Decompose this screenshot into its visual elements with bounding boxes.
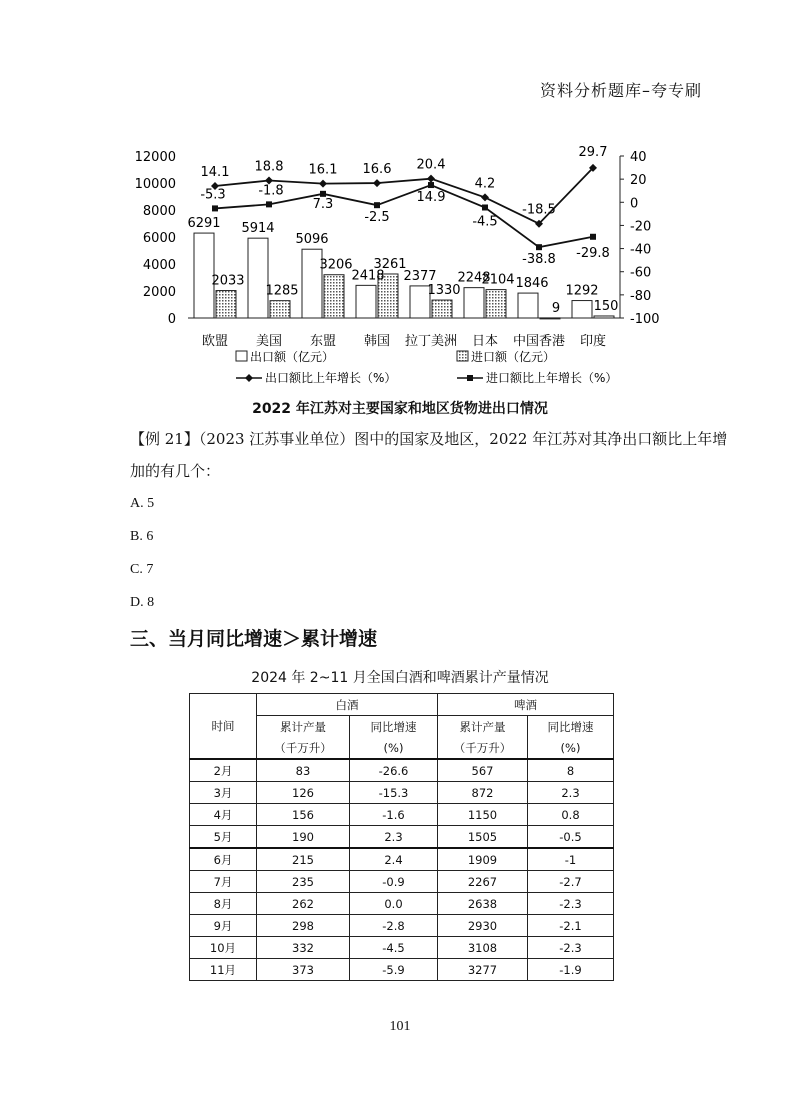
table-row <box>190 959 614 981</box>
table-cell: -2.7 <box>528 871 614 893</box>
category-label: 东盟 <box>309 334 337 349</box>
table-cell: 0.8 <box>528 804 614 826</box>
right-tick-label: 40 <box>630 150 647 165</box>
export-value-label: 6291 <box>187 216 221 232</box>
left-tick-label: 8000 <box>142 204 176 219</box>
import-growth-label: -2.5 <box>364 210 390 226</box>
legend-export: 出口额（亿元） <box>250 350 335 364</box>
table-cell: 235 <box>257 871 350 893</box>
import-growth-point <box>266 201 272 207</box>
import-value-label: 150 <box>593 298 619 314</box>
section-title: 三、当月同比增速＞累计增速 <box>130 628 378 650</box>
export-bar <box>572 301 592 318</box>
table-cell: 373 <box>257 959 350 981</box>
table-cell: -15.3 <box>350 782 438 804</box>
export-growth-label: 16.1 <box>308 162 338 178</box>
table-cell: 10月 <box>190 937 257 959</box>
table-cell: 4月 <box>190 804 257 826</box>
export-bar <box>464 288 484 318</box>
left-tick-label: 12000 <box>134 150 176 165</box>
page-number: 101 <box>389 1019 411 1034</box>
import-value-label: 1330 <box>427 283 461 299</box>
category-label: 印度 <box>579 334 607 349</box>
table-cell: -0.9 <box>350 871 438 893</box>
table-cell: -2.8 <box>350 915 438 937</box>
table-cell: 2.3 <box>528 782 614 804</box>
table-row <box>190 871 614 893</box>
import-growth-point <box>212 205 218 211</box>
table-cell: 298 <box>257 915 350 937</box>
table-cell: 5月 <box>190 826 257 849</box>
header-unit: (%) <box>528 737 614 759</box>
export-growth-label: 29.7 <box>578 144 608 160</box>
import-growth-label: -1.8 <box>258 183 284 199</box>
liquor-table <box>189 693 614 981</box>
header-unit: （千万升） <box>257 737 350 759</box>
running-header: 资料分析题库–夸专刷 <box>539 81 702 100</box>
question-text-line1: 【例 21】（2023 江苏事业单位）图中的国家及地区，2022 年江苏对其净出口额比上年增 <box>130 430 728 448</box>
question-text-line2: 加的有几个： <box>130 462 221 480</box>
table-cell: 11月 <box>190 959 257 981</box>
import-growth-point <box>482 204 488 210</box>
table-cell: -5.9 <box>350 959 438 981</box>
table-cell: -0.5 <box>528 826 614 849</box>
table-cell: 156 <box>257 804 350 826</box>
header-sub: 同比增速 <box>528 716 614 738</box>
import-value-label: 3261 <box>373 256 407 272</box>
table-row <box>190 937 614 959</box>
import-value-label: 9 <box>551 300 561 316</box>
legend-swatch-import <box>457 351 468 361</box>
header-baijiu: 白酒 <box>257 694 438 716</box>
table-row <box>190 848 614 871</box>
import-growth-label: 14.9 <box>416 190 446 206</box>
export-growth-point <box>373 179 381 187</box>
table-cell: -26.6 <box>350 759 438 782</box>
table-row <box>190 759 614 782</box>
table-cell: 6月 <box>190 848 257 871</box>
right-tick-label: -40 <box>630 242 652 258</box>
table-cell: 190 <box>257 826 350 849</box>
export-growth-label: -18.5 <box>522 202 556 218</box>
import-bar <box>432 300 452 318</box>
left-tick-label: 0 <box>167 312 176 327</box>
export-bar <box>356 285 376 318</box>
header-sub: 累计产量 <box>438 716 528 738</box>
table-cell: -2.1 <box>528 915 614 937</box>
import-growth-label: -4.5 <box>472 214 498 230</box>
option-d: D. 8 <box>130 595 155 610</box>
table-cell: 2930 <box>438 915 528 937</box>
export-growth-label: 4.2 <box>474 176 496 192</box>
left-tick-label: 6000 <box>142 231 176 246</box>
table-cell: 3108 <box>438 937 528 959</box>
chart-title: 2022 年江苏对主要国家和地区货物进出口情况 <box>252 401 548 417</box>
table-cell: 872 <box>438 782 528 804</box>
right-tick-label: -80 <box>630 288 652 304</box>
header-time: 时间 <box>190 694 257 760</box>
table-row <box>190 782 614 804</box>
category-label: 中国香港 <box>512 334 566 349</box>
trade-chart <box>0 0 800 400</box>
import-growth-point <box>374 202 380 208</box>
table-cell: 262 <box>257 893 350 915</box>
table-cell: 2638 <box>438 893 528 915</box>
export-growth-label: 20.4 <box>416 157 446 173</box>
header-unit: （千万升） <box>438 737 528 759</box>
legend-import: 进口额（亿元） <box>471 350 556 364</box>
right-tick-label: 20 <box>630 173 647 189</box>
export-growth-point <box>481 193 489 201</box>
import-bar <box>324 275 344 318</box>
table-cell: 3月 <box>190 782 257 804</box>
left-tick-label: 10000 <box>134 177 176 192</box>
table-cell: 8 <box>528 759 614 782</box>
import-growth-label: -38.8 <box>522 252 556 268</box>
table-cell: 215 <box>257 848 350 871</box>
right-tick-label: -100 <box>630 312 660 327</box>
import-growth-point <box>428 182 434 188</box>
export-bar <box>518 293 538 318</box>
table-cell: 1909 <box>438 848 528 871</box>
import-growth-label: 7.3 <box>312 196 334 212</box>
legend-swatch-export <box>236 351 247 361</box>
category-label: 日本 <box>471 334 499 349</box>
table-cell: 1505 <box>438 826 528 849</box>
export-bar <box>248 238 268 318</box>
table-cell: 83 <box>257 759 350 782</box>
option-c: C. 7 <box>130 562 154 577</box>
legend-import-growth: 进口额比上年增长（%） <box>486 371 618 385</box>
left-tick-label: 2000 <box>142 285 176 300</box>
export-value-label: 2377 <box>403 268 437 284</box>
table-cell: 2267 <box>438 871 528 893</box>
export-growth-label: 18.8 <box>254 159 284 175</box>
import-bar <box>486 290 506 318</box>
table-cell: 7月 <box>190 871 257 893</box>
table-cell: -2.3 <box>528 937 614 959</box>
import-growth-label: -5.3 <box>200 187 226 203</box>
import-value-label: 1285 <box>265 283 299 299</box>
legend-marker-import-growth <box>467 375 473 381</box>
right-tick-label: -20 <box>630 219 652 235</box>
table-cell: 9月 <box>190 915 257 937</box>
table-cell: 567 <box>438 759 528 782</box>
category-label: 美国 <box>255 334 283 349</box>
import-bar <box>270 301 290 318</box>
table-cell: -2.3 <box>528 893 614 915</box>
table-cell: -1.9 <box>528 959 614 981</box>
table-cell: -4.5 <box>350 937 438 959</box>
export-value-label: 5096 <box>295 232 329 248</box>
import-value-label: 3206 <box>319 257 353 273</box>
table-cell: 2.3 <box>350 826 438 849</box>
table-row <box>190 915 614 937</box>
import-bar <box>216 291 236 318</box>
export-value-label: 1292 <box>565 283 599 299</box>
option-b: B. 6 <box>130 529 154 544</box>
export-value-label: 2248 <box>457 270 491 286</box>
legend-export-growth: 出口额比上年增长（%） <box>265 371 397 385</box>
category-label: 韩国 <box>363 334 391 349</box>
legend-marker-export-growth <box>245 374 253 382</box>
export-value-label: 5914 <box>241 221 275 237</box>
table-row <box>190 826 614 849</box>
table-cell: 126 <box>257 782 350 804</box>
table-cell: 3277 <box>438 959 528 981</box>
header-sub: 同比增速 <box>350 716 438 738</box>
export-growth-point <box>319 180 327 188</box>
table-cell: 2月 <box>190 759 257 782</box>
import-value-label: 2104 <box>481 272 515 288</box>
header-sub: 累计产量 <box>257 716 350 738</box>
right-tick-label: -60 <box>630 265 652 281</box>
import-value-label: 2033 <box>211 273 245 289</box>
table-cell: 0.0 <box>350 893 438 915</box>
import-growth-point <box>590 234 596 240</box>
table-cell: 332 <box>257 937 350 959</box>
category-label: 拉丁美洲 <box>404 334 458 349</box>
table-cell: -1 <box>528 848 614 871</box>
table-cell: 1150 <box>438 804 528 826</box>
table-row <box>190 893 614 915</box>
right-tick-label: 0 <box>630 196 639 212</box>
export-growth-label: 16.6 <box>362 162 392 178</box>
table-cell: -1.6 <box>350 804 438 826</box>
import-growth-label: -29.8 <box>576 245 610 261</box>
left-tick-label: 4000 <box>142 258 176 273</box>
category-label: 欧盟 <box>201 334 229 349</box>
option-a: A. 5 <box>130 496 155 511</box>
table-cell: 8月 <box>190 893 257 915</box>
export-value-label: 1846 <box>515 276 549 292</box>
export-growth-point <box>427 175 435 183</box>
header-unit: (%) <box>350 737 438 759</box>
export-value-label: 2418 <box>351 268 385 284</box>
table-row <box>190 804 614 826</box>
export-growth-label: 14.1 <box>200 164 230 180</box>
table-title: 2024 年 2~11 月全国白酒和啤酒累计产量情况 <box>251 670 549 686</box>
import-growth-point <box>536 244 542 250</box>
header-beer: 啤酒 <box>438 694 614 716</box>
table-cell: 2.4 <box>350 848 438 871</box>
